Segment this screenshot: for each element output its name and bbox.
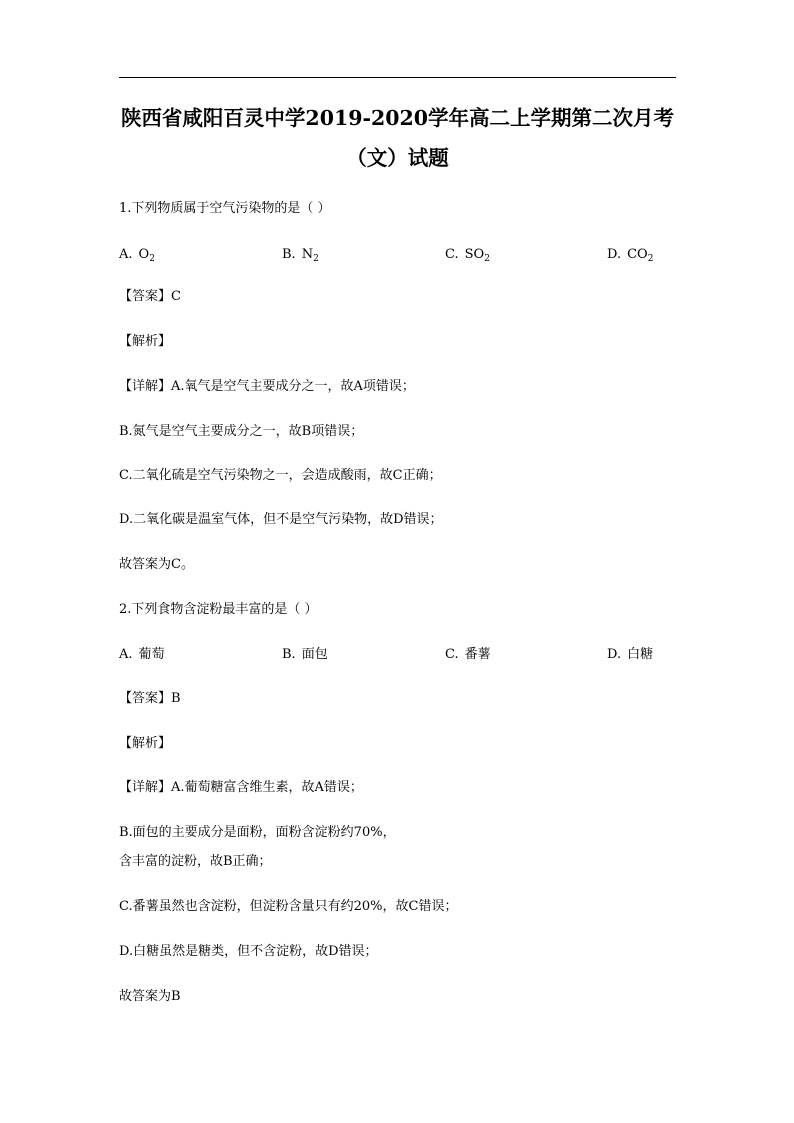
question-2-conclusion: 故答案为B — [119, 989, 181, 1004]
question-2-detail-4: D.白糖虽然是糖类，但不含淀粉，故D错误； — [119, 944, 378, 959]
question-1-detail-1: 【详解】A.氧气是空气主要成分之一，故A项错误； — [119, 379, 415, 394]
option-formula: CO — [627, 247, 648, 262]
option-formula: O — [138, 247, 150, 262]
question-1-answer: 【答案】C — [119, 289, 181, 304]
option-letter: C. — [445, 247, 459, 262]
question-2-detail-3: C.番薯虽然也含淀粉，但淀粉含量只有约20%，故C错误； — [119, 899, 458, 914]
question-1-conclusion: 故答案为C。 — [119, 557, 194, 572]
option-letter: D. — [607, 647, 622, 662]
option-subscript: 2 — [647, 254, 654, 264]
question-1-option-a — [119, 247, 155, 264]
question-1-stem: 1.下列物质属于空气污染物的是（ ） — [119, 201, 331, 216]
question-1-detail-3: C.二氧化硫是空气污染物之一，会造成酸雨，故C正确； — [119, 468, 442, 483]
option-subscript: 2 — [149, 254, 155, 264]
option-letter: B. — [282, 247, 296, 262]
question-2-analysis-label: 【解析】 — [119, 736, 172, 751]
question-1-analysis-label: 【解析】 — [119, 334, 172, 349]
option-text: 番薯 — [464, 647, 491, 662]
question-1-detail-4: D.二氧化碳是温室气体，但不是空气污染物，故D错误； — [119, 512, 443, 527]
question-1-detail-2: B.氮气是空气主要成分之一，故B项错误； — [119, 424, 364, 439]
option-subscript: 2 — [313, 254, 319, 264]
option-letter: A. — [119, 247, 133, 262]
question-1-option-d — [607, 247, 654, 264]
question-2-option-c — [445, 648, 491, 661]
question-2-option-d — [607, 648, 653, 661]
option-letter: B. — [282, 647, 296, 662]
document-title: 陕西省咸阳百灵中学2019-2020学年高二上学期第二次月考 — [120, 106, 675, 130]
question-2-option-b — [282, 648, 328, 661]
header-rule — [119, 77, 676, 78]
document-subtitle: （文）试题 — [346, 146, 449, 170]
option-text: 白糖 — [627, 647, 654, 662]
question-2-stem: 2.下列食物含淀粉最丰富的是（ ） — [119, 602, 318, 617]
option-letter: C. — [445, 647, 459, 662]
question-2-detail-1: 【详解】A.葡萄糖富含维生素，故A错误； — [119, 780, 363, 795]
option-letter: D. — [607, 247, 622, 262]
question-1-option-b — [282, 247, 319, 264]
option-subscript: 2 — [484, 254, 490, 264]
question-2-option-a — [119, 648, 165, 661]
question-2-detail-2: B.面包的主要成分是面粉，面粉含淀粉约70%， — [119, 825, 396, 840]
option-formula: SO — [464, 247, 485, 262]
question-1-option-c — [445, 247, 490, 264]
option-text: 葡萄 — [138, 647, 165, 662]
option-formula: N — [301, 247, 314, 262]
question-2-detail-2-cont: 含丰富的淀粉，故B正确； — [119, 854, 272, 869]
option-letter: A. — [119, 647, 133, 662]
option-text: 面包 — [301, 647, 328, 662]
question-2-answer: 【答案】B — [119, 691, 181, 706]
